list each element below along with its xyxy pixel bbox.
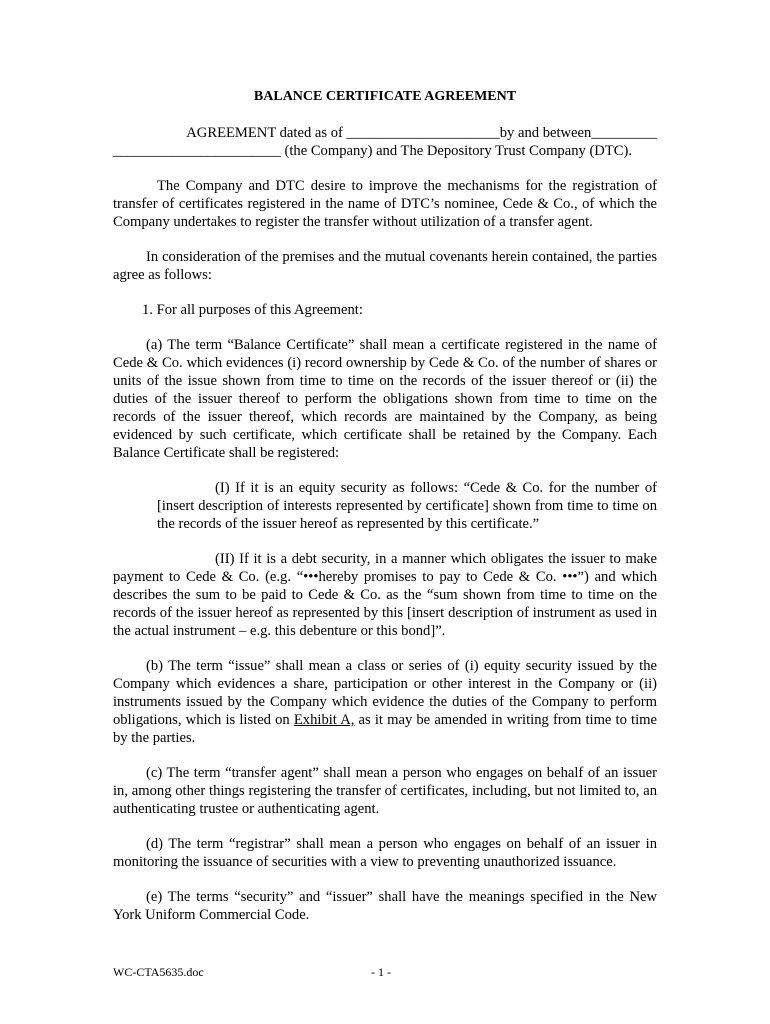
agreement-intro-line1: AGREEMENT dated as of _____________________by and between_________ [186, 125, 657, 141]
recital-paragraph: The Company and DTC desire to improve the mechanisms for the registration of transfer of certificates registered in the name of DTC’s nominee, Cede & Co., of which the Company undertakes to register the transfer without utilization of a transfer agent. [113, 178, 657, 230]
clause-a: (a) The term “Balance Certificate” shall mean a certificate registered in the name of Cede & Co. which evidences (i) record ownership by Cede & Co. of the number of shares or units of the issue shown from time to time on the records of the issuer thereof or (ii) the duties of the issuer thereof to perform the obligations shown from time to time on the records of the issuer thereof, which records are maintained by the Company, as being evidenced by such certificate, which certificate shall be retained by the Company. Each Balance Certificate shall be registered: [113, 337, 657, 461]
clause-c: (c) The term “transfer agent” shall mean a person who engages on behalf of an issuer in, among other things registering the transfer of certificates, including, but not limited to, an authenticating trustee or authenticating agent. [113, 765, 657, 817]
clause-b-text-start: (b) The term “issue” shall mean a class or series of (i) equity security issued by the Company which evidences a share, participation or other interest in the Company or (ii) instruments issued by the Company which evidence the duties of the Company to perform obligations, which is listed on [113, 658, 657, 728]
clause-e: (e) The terms “security” and “issuer” shall have the meanings specified in the New York Uniform Commercial Code. [113, 889, 657, 923]
clause-a-subclause-II: (II) If it is a debt security, in a manner which obligates the issuer to make payment to Cede & Co. (e.g. “•••hereby promises to pay to Cede & Co. •••”) and which describes the sum to be paid to Cede & Co. as the “sum shown from time to time on the records of the issuer hereof as represented by this [insert description of instrument as used in the actual instrument – e.g. this debenture or this bond]”. [113, 551, 657, 639]
clause-b [113, 657, 657, 747]
section-1-heading: 1. For all purposes of this Agreement: [142, 302, 363, 318]
document-body [113, 88, 657, 924]
agreement-intro-line2: _______________________ (the Company) and The Depository Trust Company (DTC). [113, 143, 632, 159]
exhibit-a-reference: Exhibit A, [293, 712, 355, 728]
consideration-paragraph: In consideration of the premises and the mutual covenants herein contained, the parties agree as follows: [113, 249, 657, 283]
clause-b-text-end: as it may be amended in writing from time to time by the parties. [113, 712, 657, 746]
footer-page-number: - 1 - [371, 965, 391, 979]
clause-a-subclause-I: (I) If it is an equity security as follows: “Cede & Co. for the number of [insert description of interests represented by certificate] shown from time to time on the records of the issuer hereof as represented by this certificate.” [157, 480, 657, 532]
clause-d: (d) The term “registrar” shall mean a person who engages on behalf of an issuer in monitoring the issuance of securities with a view to preventing unauthorized issuance. [113, 836, 657, 870]
footer-filename: WC-CTA5635.doc [113, 965, 204, 979]
document-title: BALANCE CERTIFICATE AGREEMENT [253, 89, 517, 104]
